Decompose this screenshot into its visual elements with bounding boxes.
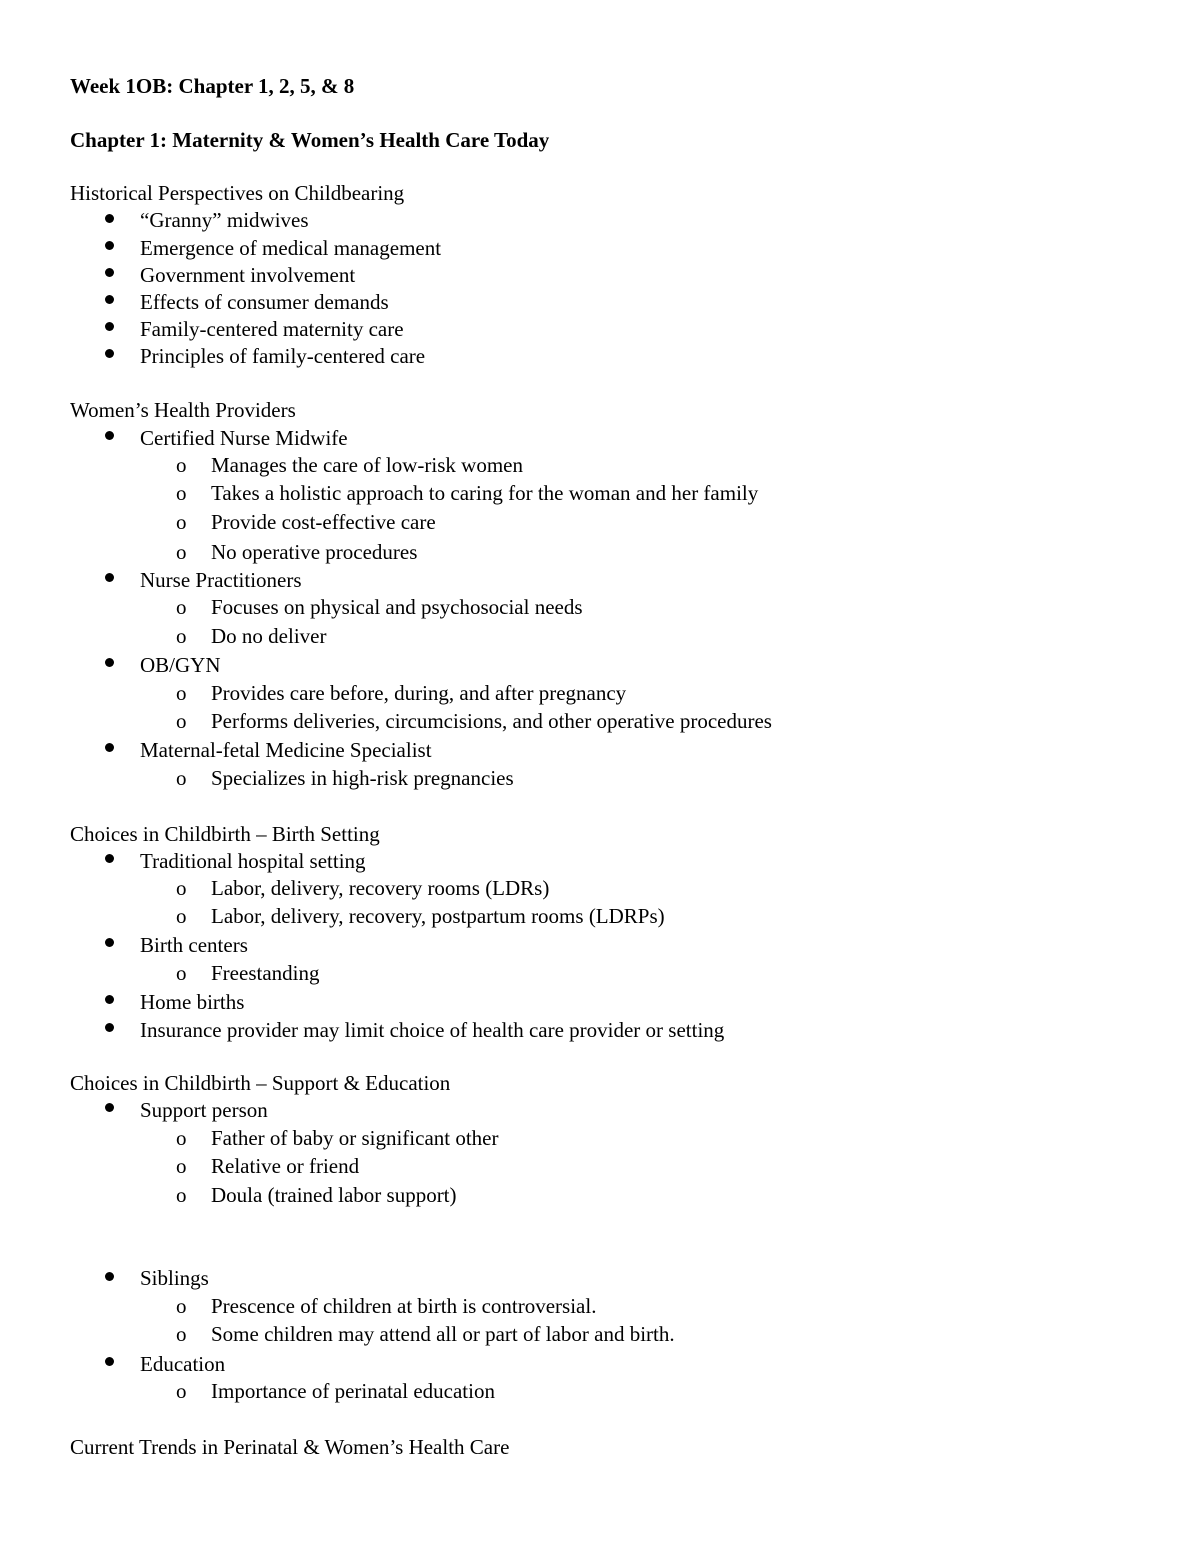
bullet-icon [105,431,114,440]
circle-marker-icon: o [176,624,187,648]
sub-item-text: Takes a holistic approach to caring for the woman and her family [211,481,759,505]
circle-marker-icon: o [176,1322,187,1346]
list-item-text: Home births [140,990,245,1014]
bullet-icon [105,1103,114,1112]
list-item-text: OB/GYN [140,653,221,677]
list-item-text: Education [140,1352,226,1376]
bullet-icon [105,1357,114,1366]
sub-item-text: Provide cost-effective care [211,510,436,534]
sub-item-text: Focuses on physical and psychosocial needs [211,595,583,619]
sub-item-text: Provides care before, during, and after pregnancy [211,681,627,705]
bullet-icon [105,349,114,358]
list-item-text: Maternal-fetal Medicine Specialist [140,738,432,762]
circle-marker-icon: o [176,481,187,505]
sub-item-text: Importance of perinatal education [211,1379,495,1403]
section-heading: Choices in Childbirth – Support & Education [70,1071,451,1095]
circle-marker-icon: o [176,1183,187,1207]
list-item-text: Government involvement [140,263,356,287]
list-item-text: Siblings [140,1266,209,1290]
list-item-text: Nurse Practitioners [140,568,302,592]
circle-marker-icon: o [176,540,187,564]
bullet-icon [105,214,114,223]
sub-item-text: Relative or friend [211,1154,360,1178]
list-item-text: “Granny” midwives [140,208,309,232]
sub-item-text: Labor, delivery, recovery, postpartum rooms (LDRPs) [211,904,665,928]
list-item-text: Principles of family-centered care [140,344,426,368]
sub-item-text: Specializes in high-risk pregnancies [211,766,514,790]
sub-item-text: Do no deliver [211,624,327,648]
sub-item-text: Manages the care of low-risk women [211,453,523,477]
list-item-text: Traditional hospital setting [140,849,366,873]
circle-marker-icon: o [176,1294,187,1318]
section-heading: Historical Perspectives on Childbearing [70,181,405,205]
circle-marker-icon: o [176,876,187,900]
circle-marker-icon: o [176,595,187,619]
circle-marker-icon: o [176,1154,187,1178]
section-heading: Women’s Health Providers [70,398,296,422]
bullet-icon [105,241,114,250]
sub-item-text: Freestanding [211,961,320,985]
list-item-text: Birth centers [140,933,248,957]
circle-marker-icon: o [176,453,187,477]
list-item-text: Support person [140,1098,268,1122]
bullet-icon [105,938,114,947]
bullet-icon [105,268,114,277]
bullet-icon [105,743,114,752]
circle-marker-icon: o [176,766,187,790]
circle-marker-icon: o [176,961,187,985]
list-item-text: Family-centered maternity care [140,317,404,341]
bullet-icon [105,295,114,304]
circle-marker-icon: o [176,510,187,534]
circle-marker-icon: o [176,681,187,705]
chapter-heading: Chapter 1: Maternity & Women’s Health Care Today [70,128,550,152]
sub-item-text: Doula (trained labor support) [211,1183,457,1207]
bullet-icon [105,1023,114,1032]
bullet-icon [105,995,114,1004]
list-item-text: Effects of consumer demands [140,290,389,314]
bullet-icon [105,322,114,331]
circle-marker-icon: o [176,709,187,733]
bullet-icon [105,1272,114,1281]
list-item-text: Certified Nurse Midwife [140,426,348,450]
sub-item-text: No operative procedures [211,540,418,564]
bullet-icon [105,573,114,582]
sub-item-text: Prescence of children at birth is controversial. [211,1294,597,1318]
sub-item-text: Performs deliveries, circumcisions, and other operative procedures [211,709,772,733]
circle-marker-icon: o [176,1379,187,1403]
section-heading: Choices in Childbirth – Birth Setting [70,822,380,846]
sub-item-text: Labor, delivery, recovery rooms (LDRs) [211,876,550,900]
section-heading: Current Trends in Perinatal & Women’s Health Care [70,1435,510,1459]
sub-item-text: Some children may attend all or part of labor and birth. [211,1322,675,1346]
circle-marker-icon: o [176,904,187,928]
list-item-text: Insurance provider may limit choice of health care provider or setting [140,1018,725,1042]
list-item-text: Emergence of medical management [140,236,442,260]
sub-item-text: Father of baby or significant other [211,1126,499,1150]
document-title: Week 1OB: Chapter 1, 2, 5, & 8 [70,74,355,98]
bullet-icon [105,854,114,863]
circle-marker-icon: o [176,1126,187,1150]
bullet-icon [105,658,114,667]
